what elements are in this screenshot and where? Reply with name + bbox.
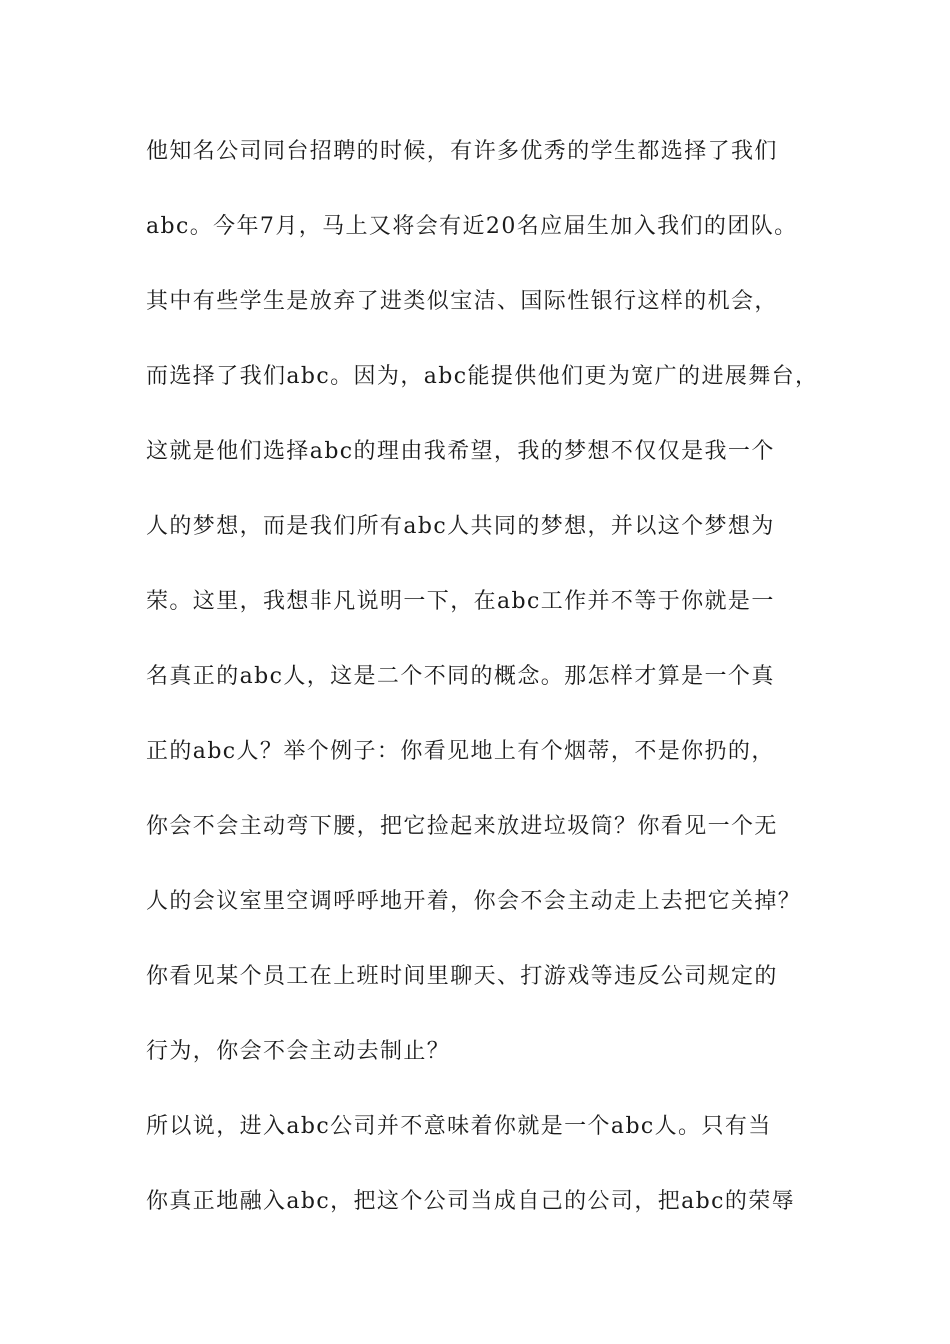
text-line: 你看见某个员工在上班时间里聊天、打游戏等违反公司规定的	[146, 964, 778, 989]
text-line: 而选择了我们abc。因为，abc能提供他们更为宽广的进展舞台，	[146, 364, 819, 389]
text-line: 你真正地融入abc，把这个公司当成自己的公司，把abc的荣辱	[146, 1189, 796, 1214]
text-line: 正的abc人？举个例子：你看见地上有个烟蒂，不是你扔的，	[146, 739, 775, 764]
text-line: 人的会议室里空调呼呼地开着，你会不会主动走上去把它关掉？	[146, 889, 802, 914]
text-line: 人的梦想，而是我们所有abc人共同的梦想，并以这个梦想为	[146, 514, 775, 539]
text-line: 其中有些学生是放弃了进类似宝洁、国际性银行这样的机会，	[146, 289, 778, 314]
text-line: 你会不会主动弯下腰，把它捡起来放进垃圾筒？你看见一个无	[146, 814, 778, 839]
text-line: 这就是他们选择abc的理由我希望，我的梦想不仅仅是我一个	[146, 439, 775, 464]
text-line: abc。今年7月，马上又将会有近20名应届生加入我们的团队。	[146, 214, 798, 239]
text-line: 荣。这里，我想非凡说明一下，在abc工作并不等于你就是一	[146, 589, 775, 614]
text-line: 名真正的abc人，这是二个不同的概念。那怎样才算是一个真	[146, 664, 775, 689]
text-line: 所以说，进入abc公司并不意味着你就是一个abc人。只有当	[146, 1114, 772, 1139]
document-body	[146, 129, 836, 1254]
text-line: 他知名公司同台招聘的时候，有许多优秀的学生都选择了我们	[146, 139, 778, 164]
text-line: 行为，你会不会主动去制止？	[146, 1039, 451, 1064]
